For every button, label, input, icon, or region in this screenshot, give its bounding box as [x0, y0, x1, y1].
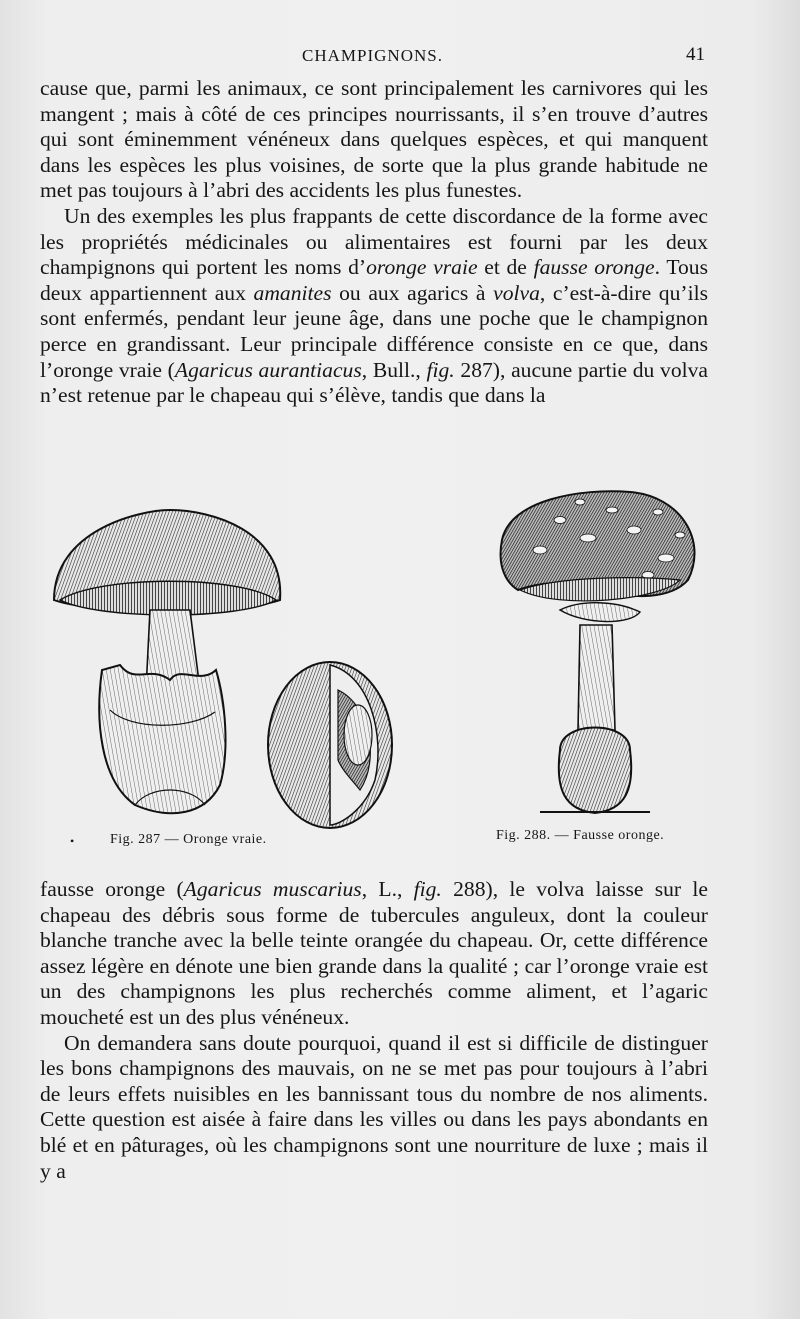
text-run: et de [477, 255, 534, 280]
text-run: cause que, parmi les animaux, ce sont principalement les carnivores qui les mangent ; mais à côté de ces principes nourrissants, il s’en trouve d’autres qui sont éminemment vénéneux dans quelques espèces, et qui manquent dans les espèces les plus voisines, de sorte que la plus grande habitude ne met pas toujours à l’abri des accidents les plus funestes. [40, 76, 708, 203]
text-run: 288), le volva laisse sur le chapeau des débris sous forme de tubercules anguleux, dont la couleur blanche tranche avec la belle teinte orangée du chapeau. Or, cette différence assez légère en dénote une bien grande dans la qualité ; car l’oronge vraie est un des champignons les plus recherchés comme aliment, et l’agaric moucheté est un des plus vénéneux. [40, 877, 708, 1029]
page-number: 41 [686, 44, 705, 65]
fig-287-caption: Fig. 287 — Oronge vraie. [110, 832, 267, 847]
paragraph [40, 877, 708, 1031]
text-block-bottom [40, 877, 708, 1184]
running-title: CHAMPIGNONS. [302, 46, 443, 65]
italic-term: Agaricus aurantiacus [174, 357, 362, 382]
italic-term: oronge vraie [366, 255, 478, 280]
text-run: 287), aucune partie du volva n’est retenue par le chapeau qui s’élève, tandis que dans la [40, 357, 709, 408]
mushroom-illustrations [40, 480, 710, 850]
fig-288-caption: Fig. 288. — Fausse oronge. [496, 828, 665, 843]
paragraph [40, 1031, 708, 1185]
text-run: , L., [361, 877, 414, 901]
italic-term: fausse oronge [533, 255, 655, 280]
text-run: ou aux agarics à [331, 280, 494, 305]
paragraph [40, 204, 708, 409]
text-block-top [40, 76, 708, 409]
figure-area [40, 480, 710, 850]
italic-term: volva [493, 280, 540, 305]
italic-term: fig. [426, 357, 455, 382]
fig-288-fausse-oronge [501, 491, 695, 813]
fig-287-oronge-vraie [54, 510, 280, 813]
text-run: . Tous deux appartiennent aux [40, 255, 708, 305]
text-run: , Bull., [361, 357, 427, 382]
italic-term: fig. [413, 877, 442, 901]
fig-287-young-volva [268, 662, 392, 828]
page-header [40, 44, 705, 74]
italic-term: Agaricus muscarius [183, 877, 362, 901]
text-run: fausse oronge ( [40, 877, 184, 901]
caption-bullet: • [70, 834, 75, 848]
text-run: , c’est-à-dire qu’ils sont enfermés, pendant leur jeune âge, dans une poche que le champignon perce en grandissant. Leur principale différence consiste en ce que, dans l’oronge vraie ( [40, 280, 708, 382]
italic-term: amanites [253, 280, 332, 305]
text-run: On demandera sans doute pourquoi, quand il est si difficile de distinguer les bons champignons des mauvais, on ne se met pas pour toujours à l’abri de leurs effets nuisibles en les bannissant tous du nombre de nos aliments. Cette question est aisée à faire dans les villes ou dans les pays abondants en blé et en pâturages, où les champignons sont une nourriture de luxe ; mais il y a [40, 1030, 708, 1183]
text-run: Un des exemples les plus frappants de cette discordance de la forme avec les propriétés médicinales ou alimentaires est fourni par les deux champignons qui portent les noms d’ [40, 203, 708, 280]
paragraph [40, 76, 708, 204]
